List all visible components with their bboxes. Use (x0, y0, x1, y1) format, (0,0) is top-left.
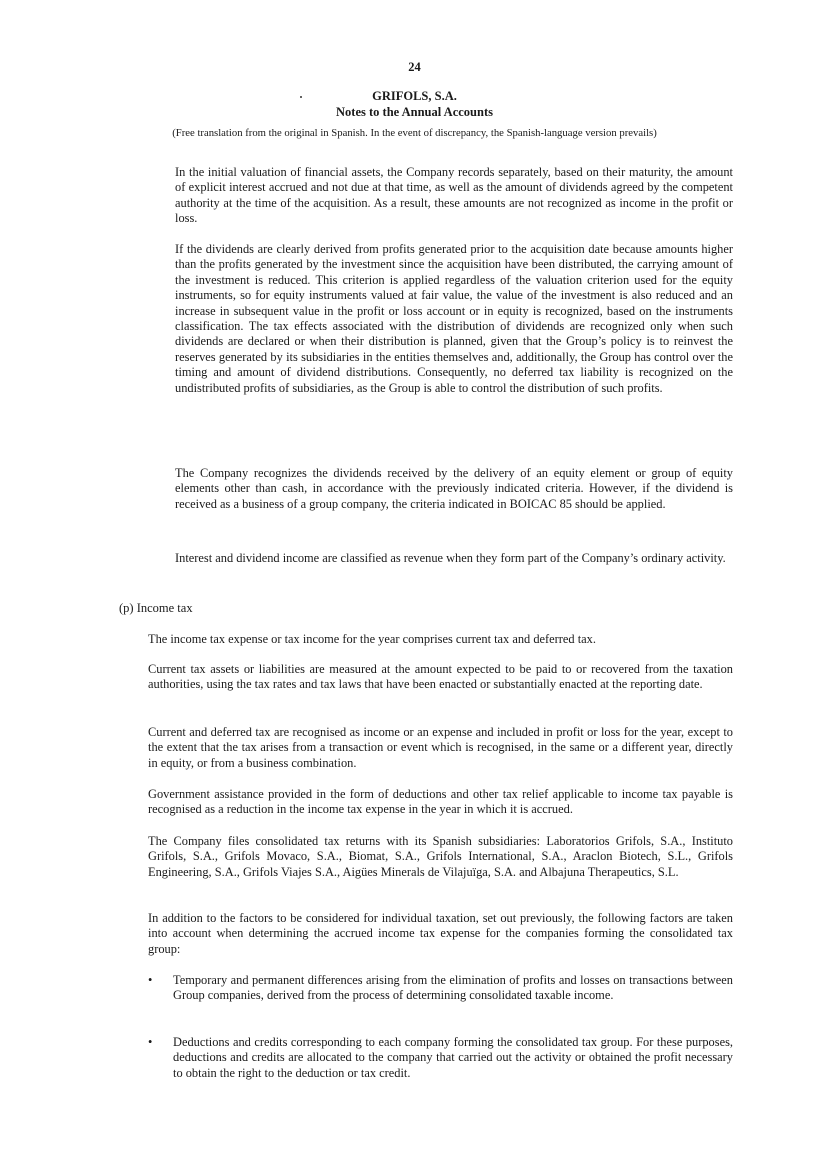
paragraph-consolidated-factors: In addition to the factors to be considered for individual taxation, set out previously, the following factors are taken into account when determining the accrued income tax expense for the companies forming the consolidated tax group: (148, 911, 733, 956)
paragraph-current-deferred-tax: Current and deferred tax are recognised as income or an expense and included in profit or loss for the year, except to the extent that the tax arises from a transaction or event which is recognised, in the same or a different year, directly in equity, or from a business combination. (148, 725, 733, 770)
translation-disclaimer: (Free translation from the original in Spanish. In the event of discrepancy, the Spanish-language version prevails) (172, 127, 657, 139)
paragraph-consolidated-returns: The Company files consolidated tax returns with its Spanish subsidiaries: Laboratorios Grifols, S.A., Instituto Grifols, S.A., Grifols Movaco, S.A., Biomat, S.A., Grifols International, S.A., Araclon Biotech, S.L., Grifols Engineering, S.A., Grifols Viajes S.A., Aigües Minerals de Vilajuïga, S.A. and Albajuna Therapeutics, S.L. (148, 834, 733, 879)
paragraph-interest-dividend-revenue: Interest and dividend income are classified as revenue when they form part of the Company’s ordinary activity. (175, 551, 726, 565)
bullet-text: Deductions and credits corresponding to each company forming the consolidated tax group. For these purposes, deductions and credits are allocated to the company that carried out the activity or obtained the profit necessary to obtain the right to the deduction or tax credit. (173, 1035, 733, 1080)
paragraph-government-assistance: Government assistance provided in the form of deductions and other tax relief applicable to income tax payable is recognised as a reduction in the income tax expense in the year in which it is accrued. (148, 787, 733, 817)
company-name: GRIFOLS, S.A. (372, 89, 457, 103)
bullet-symbol: • (148, 973, 153, 987)
paragraph-income-tax-expense: The income tax expense or tax income for the year comprises current tax and deferred tax. (148, 632, 596, 646)
paragraph-initial-valuation: In the initial valuation of financial assets, the Company records separately, based on their maturity, the amount of explicit interest accrued and not due at that time, as well as the amount of dividends agreed by the competent authority at the time of the acquisition. As a result, these amounts are not recognized as income in the profit or loss. (175, 165, 733, 226)
paragraph-equity-element-dividends: The Company recognizes the dividends received by the delivery of an equity element or group of equity elements other than cash, in accordance with the previously indicated criteria. However, if the dividend is received as a business of a group company, the criteria indicated in BOICAC 85 should be applied. (175, 466, 733, 511)
paragraph-dividends-prior-profits: If the dividends are clearly derived from profits generated prior to the acquisition date because amounts higher than the profits generated by the investment since the acquisition have been distributed, the carrying amount of the investment is reduced. This criterion is applied regardless of the valuation criterion used for the equity instruments, so for equity instruments valued at fair value, the value of the investment is also reduced and an increase in subsequent value in the profit or loss account or in equity is recognized, based on the instruments classification. The tax effects associated with the distribution of dividends are recognized only when such dividends are declared or when their distribution is planned, given that the Group’s policy is to reinvest the reserves generated by its subsidiaries in the entities themselves and, additionally, the Group has control over the timing and amount of dividend distributions. Consequently, no deferred tax liability is recognized on the undistributed profits of subsidiaries, as the Group is able to control the distribution of such profits. (175, 242, 733, 395)
bullet-text: Temporary and permanent differences arising from the elimination of profits and losses on transactions between Group companies, derived from the process of determining consolidated taxable income. (173, 973, 733, 1003)
bullet-symbol: • (148, 1035, 153, 1049)
document-subtitle: Notes to the Annual Accounts (336, 105, 493, 119)
paragraph-current-tax: Current tax assets or liabilities are measured at the amount expected to be paid to or recovered from the taxation authorities, using the tax rates and tax laws that have been enacted or substantially enacted at the reporting date. (148, 662, 733, 692)
section-heading-income-tax: (p) Income tax (119, 601, 193, 615)
page-number: 24 (408, 60, 421, 74)
